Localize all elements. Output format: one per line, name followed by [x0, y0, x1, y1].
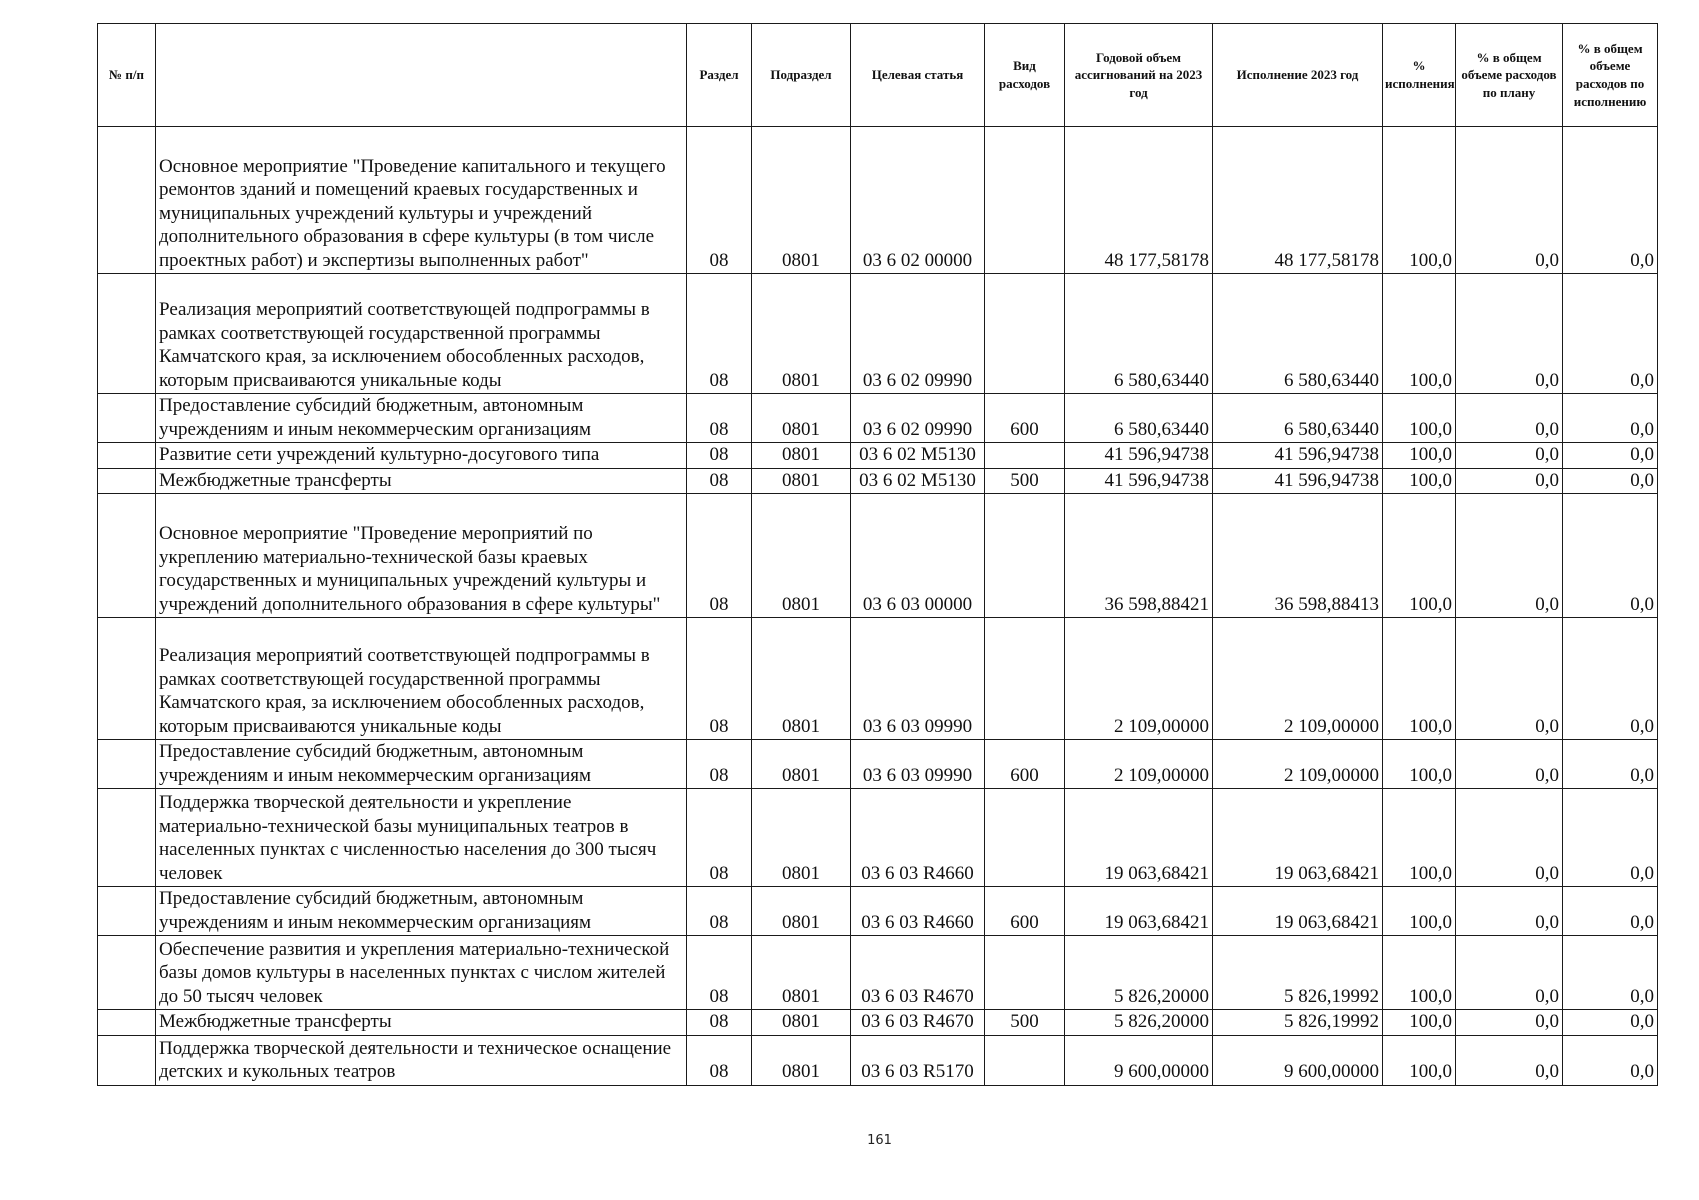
row-podrazdel: 0801	[752, 789, 851, 887]
row-vid: 500	[985, 468, 1065, 494]
row-fact: 48 177,58178	[1213, 127, 1383, 274]
row-name: Обеспечение развития и укрепления материально-технической базы домов культуры в населенных пунктах с числом жителей до 50 тысяч человек	[156, 936, 687, 1010]
table-row	[98, 274, 1658, 394]
row-name: Реализация мероприятий соответствующей подпрограммы в рамках соответствующей государственной программы Камчатского края, за исключением обособленных расходов, которым присваиваются уникальные коды	[156, 274, 687, 394]
header-num: № п/п	[98, 24, 156, 127]
row-num	[98, 618, 156, 740]
row-name: Предоставление субсидий бюджетным, автономным учреждениям и иным некоммерческим организациям	[156, 740, 687, 789]
row-razdel: 08	[687, 127, 752, 274]
row-pct: 100,0	[1383, 274, 1456, 394]
row-num	[98, 468, 156, 494]
row-num	[98, 740, 156, 789]
row-plan: 48 177,58178	[1065, 127, 1213, 274]
row-share-plan: 0,0	[1456, 468, 1563, 494]
row-podrazdel: 0801	[752, 443, 851, 469]
table-row	[98, 618, 1658, 740]
row-share-fact: 0,0	[1563, 618, 1658, 740]
row-share-fact: 0,0	[1563, 127, 1658, 274]
row-celevaya: 03 6 03 09990	[851, 740, 985, 789]
row-fact: 2 109,00000	[1213, 740, 1383, 789]
row-num	[98, 1035, 156, 1085]
header-plan: Годовой объем ассигнований на 2023 год	[1065, 24, 1213, 127]
row-num	[98, 887, 156, 936]
row-vid: 500	[985, 1010, 1065, 1036]
row-share-fact: 0,0	[1563, 887, 1658, 936]
row-podrazdel: 0801	[752, 394, 851, 443]
table-row	[98, 789, 1658, 887]
row-share-fact: 0,0	[1563, 936, 1658, 1010]
row-razdel: 08	[687, 740, 752, 789]
row-plan: 19 063,68421	[1065, 789, 1213, 887]
row-celevaya: 03 6 03 R4660	[851, 789, 985, 887]
row-plan: 6 580,63440	[1065, 274, 1213, 394]
row-share-fact: 0,0	[1563, 1035, 1658, 1085]
row-pct: 100,0	[1383, 443, 1456, 469]
row-razdel: 08	[687, 1035, 752, 1085]
row-vid: 600	[985, 887, 1065, 936]
row-podrazdel: 0801	[752, 274, 851, 394]
row-share-plan: 0,0	[1456, 936, 1563, 1010]
row-share-fact: 0,0	[1563, 394, 1658, 443]
row-num	[98, 274, 156, 394]
row-celevaya: 03 6 03 09990	[851, 618, 985, 740]
row-share-plan: 0,0	[1456, 1010, 1563, 1036]
row-razdel: 08	[687, 789, 752, 887]
header-name	[156, 24, 687, 127]
row-celevaya: 03 6 03 R4670	[851, 1010, 985, 1036]
row-plan: 2 109,00000	[1065, 740, 1213, 789]
row-plan: 41 596,94738	[1065, 443, 1213, 469]
row-fact: 6 580,63440	[1213, 394, 1383, 443]
row-podrazdel: 0801	[752, 740, 851, 789]
row-celevaya: 03 6 02 00000	[851, 127, 985, 274]
row-podrazdel: 0801	[752, 887, 851, 936]
row-name: Основное мероприятие "Проведение капитального и текущего ремонтов зданий и помещений краевых государственных и муниципальных учреждений культуры и учреждений дополнительного образования в сфере культуры (в том числе проектных работ) и экспертизы выполненных работ"	[156, 127, 687, 274]
row-razdel: 08	[687, 618, 752, 740]
row-plan: 2 109,00000	[1065, 618, 1213, 740]
row-pct: 100,0	[1383, 936, 1456, 1010]
row-num	[98, 936, 156, 1010]
row-pct: 100,0	[1383, 1010, 1456, 1036]
row-plan: 9 600,00000	[1065, 1035, 1213, 1085]
header-share-fact: % в общем объеме расходов по исполнению	[1563, 24, 1658, 127]
header-razdel: Раздел	[687, 24, 752, 127]
row-vid	[985, 274, 1065, 394]
row-pct: 100,0	[1383, 127, 1456, 274]
row-share-fact: 0,0	[1563, 468, 1658, 494]
table-row	[98, 468, 1658, 494]
header-celevaya: Целевая статья	[851, 24, 985, 127]
row-razdel: 08	[687, 887, 752, 936]
header-share-plan: % в общем объеме расходов по плану	[1456, 24, 1563, 127]
row-razdel: 08	[687, 274, 752, 394]
row-name: Предоставление субсидий бюджетным, автономным учреждениям и иным некоммерческим организациям	[156, 887, 687, 936]
row-vid	[985, 443, 1065, 469]
row-name: Основное мероприятие "Проведение мероприятий по укреплению материально-технической базы краевых государственных и муниципальных учреждений культуры и учреждений дополнительного образования в сфере культуры"	[156, 494, 687, 618]
row-share-plan: 0,0	[1456, 274, 1563, 394]
header-podrazdel: Подраздел	[752, 24, 851, 127]
row-share-plan: 0,0	[1456, 789, 1563, 887]
row-num	[98, 494, 156, 618]
table-row	[98, 394, 1658, 443]
row-podrazdel: 0801	[752, 127, 851, 274]
table-row	[98, 936, 1658, 1010]
table-row	[98, 443, 1658, 469]
row-share-plan: 0,0	[1456, 740, 1563, 789]
row-fact: 41 596,94738	[1213, 468, 1383, 494]
row-podrazdel: 0801	[752, 1010, 851, 1036]
row-num	[98, 127, 156, 274]
row-celevaya: 03 6 03 R4670	[851, 936, 985, 1010]
row-pct: 100,0	[1383, 494, 1456, 618]
row-vid	[985, 936, 1065, 1010]
row-pct: 100,0	[1383, 618, 1456, 740]
row-fact: 2 109,00000	[1213, 618, 1383, 740]
row-pct: 100,0	[1383, 1035, 1456, 1085]
row-share-fact: 0,0	[1563, 274, 1658, 394]
row-podrazdel: 0801	[752, 1035, 851, 1085]
row-fact: 5 826,19992	[1213, 936, 1383, 1010]
row-celevaya: 03 6 03 00000	[851, 494, 985, 618]
row-share-fact: 0,0	[1563, 494, 1658, 618]
table-row	[98, 887, 1658, 936]
header-fact: Исполнение 2023 год	[1213, 24, 1383, 127]
row-share-fact: 0,0	[1563, 1010, 1658, 1036]
row-num	[98, 1010, 156, 1036]
row-vid: 600	[985, 740, 1065, 789]
row-name: Реализация мероприятий соответствующей подпрограммы в рамках соответствующей государственной программы Камчатского края, за исключением обособленных расходов, которым присваиваются уникальные коды	[156, 618, 687, 740]
table-row	[98, 1035, 1658, 1085]
row-razdel: 08	[687, 443, 752, 469]
row-fact: 6 580,63440	[1213, 274, 1383, 394]
row-razdel: 08	[687, 936, 752, 1010]
row-celevaya: 03 6 02 09990	[851, 394, 985, 443]
row-vid	[985, 127, 1065, 274]
row-razdel: 08	[687, 494, 752, 618]
row-plan: 36 598,88421	[1065, 494, 1213, 618]
row-plan: 5 826,20000	[1065, 936, 1213, 1010]
row-vid: 600	[985, 394, 1065, 443]
table-row	[98, 494, 1658, 618]
row-name: Межбюджетные трансферты	[156, 468, 687, 494]
row-podrazdel: 0801	[752, 494, 851, 618]
row-pct: 100,0	[1383, 394, 1456, 443]
row-podrazdel: 0801	[752, 936, 851, 1010]
header-vid: Вид расходов	[985, 24, 1065, 127]
row-celevaya: 03 6 02 09990	[851, 274, 985, 394]
row-share-fact: 0,0	[1563, 789, 1658, 887]
row-fact: 19 063,68421	[1213, 887, 1383, 936]
row-name: Межбюджетные трансферты	[156, 1010, 687, 1036]
row-share-plan: 0,0	[1456, 494, 1563, 618]
row-plan: 6 580,63440	[1065, 394, 1213, 443]
row-pct: 100,0	[1383, 887, 1456, 936]
budget-execution-table	[97, 23, 1658, 1086]
row-vid	[985, 1035, 1065, 1085]
row-pct: 100,0	[1383, 740, 1456, 789]
row-vid	[985, 618, 1065, 740]
row-fact: 5 826,19992	[1213, 1010, 1383, 1036]
row-podrazdel: 0801	[752, 468, 851, 494]
row-celevaya: 03 6 03 R4660	[851, 887, 985, 936]
table-header	[98, 24, 1658, 127]
row-num	[98, 789, 156, 887]
page-number: 161	[867, 1133, 892, 1148]
row-share-plan: 0,0	[1456, 443, 1563, 469]
row-razdel: 08	[687, 394, 752, 443]
row-share-plan: 0,0	[1456, 127, 1563, 274]
row-celevaya: 03 6 03 R5170	[851, 1035, 985, 1085]
row-plan: 19 063,68421	[1065, 887, 1213, 936]
header-pct: % исполнения	[1383, 24, 1456, 127]
row-share-fact: 0,0	[1563, 443, 1658, 469]
row-celevaya: 03 6 02 M5130	[851, 443, 985, 469]
row-num	[98, 394, 156, 443]
row-celevaya: 03 6 02 M5130	[851, 468, 985, 494]
table-row	[98, 127, 1658, 274]
table-row	[98, 740, 1658, 789]
row-pct: 100,0	[1383, 789, 1456, 887]
row-plan: 41 596,94738	[1065, 468, 1213, 494]
row-share-plan: 0,0	[1456, 887, 1563, 936]
row-fact: 9 600,00000	[1213, 1035, 1383, 1085]
row-razdel: 08	[687, 1010, 752, 1036]
row-plan: 5 826,20000	[1065, 1010, 1213, 1036]
row-fact: 19 063,68421	[1213, 789, 1383, 887]
row-num	[98, 443, 156, 469]
row-podrazdel: 0801	[752, 618, 851, 740]
row-share-plan: 0,0	[1456, 1035, 1563, 1085]
row-name: Поддержка творческой деятельности и техническое оснащение детских и кукольных театров	[156, 1035, 687, 1085]
table-body	[98, 127, 1658, 1086]
row-pct: 100,0	[1383, 468, 1456, 494]
row-share-fact: 0,0	[1563, 740, 1658, 789]
row-name: Предоставление субсидий бюджетным, автономным учреждениям и иным некоммерческим организациям	[156, 394, 687, 443]
row-share-plan: 0,0	[1456, 618, 1563, 740]
table-row	[98, 1010, 1658, 1036]
row-name: Поддержка творческой деятельности и укрепление материально-технической базы муниципальных театров в населенных пунктах с численностью населения до 300 тысяч человек	[156, 789, 687, 887]
row-fact: 41 596,94738	[1213, 443, 1383, 469]
row-name: Развитие сети учреждений культурно-досугового типа	[156, 443, 687, 469]
row-vid	[985, 789, 1065, 887]
row-share-plan: 0,0	[1456, 394, 1563, 443]
row-vid	[985, 494, 1065, 618]
row-fact: 36 598,88413	[1213, 494, 1383, 618]
header-row	[98, 24, 1658, 127]
row-razdel: 08	[687, 468, 752, 494]
